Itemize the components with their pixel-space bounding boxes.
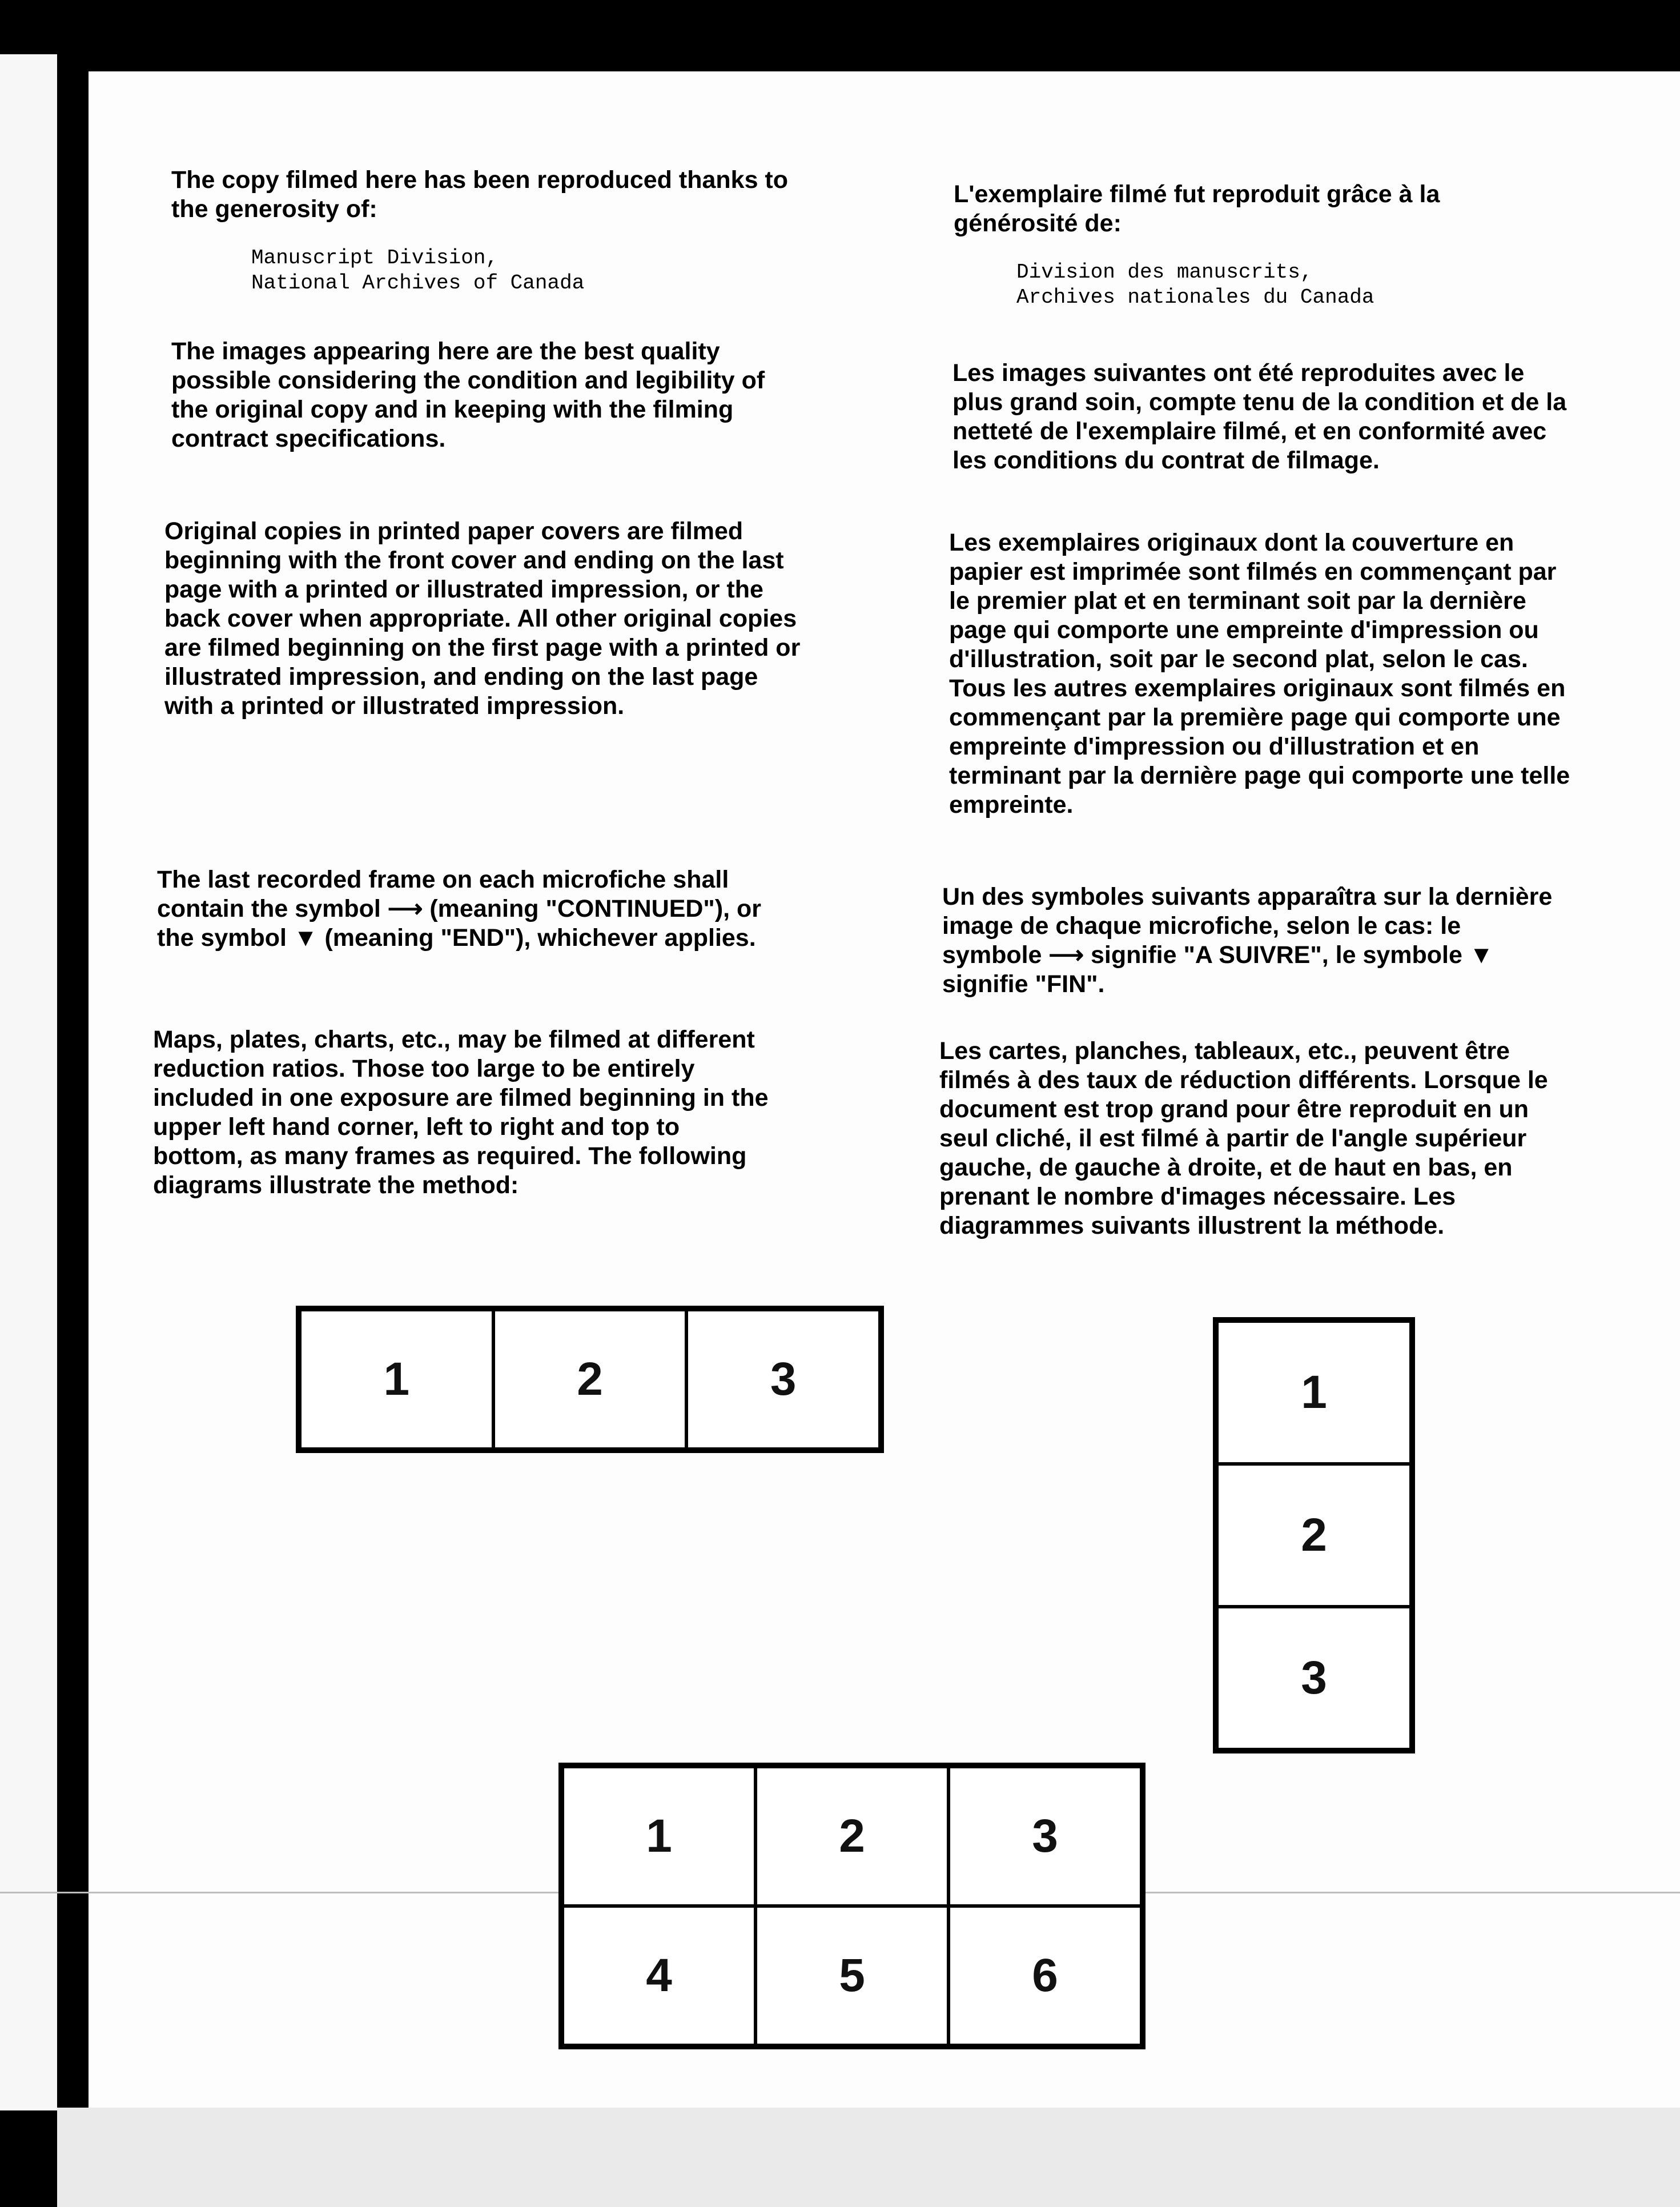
french-covers: Les exemplaires originaux dont la couverture en papier est imprimée sont filmés en commençant par le premier plat et en terminant soit par la dernière page qui comporte une empreinte d'impression ou d'illustration, soit par le second plat, selon le cas. Tous les autres exemplaires originaux sont filmés en commençant par la première page qui comporte une empreinte d'impression ou d'illustration et en terminant par la dernière page qui comporte une telle empreinte.: [949, 529, 1570, 818]
frame-cell: 1: [300, 1310, 493, 1449]
frame-cell: 2: [755, 1767, 948, 1906]
french-institution: [1016, 260, 1473, 310]
diagram-horizontal: [296, 1306, 884, 1453]
english-symbols: The last recorded frame on each microfiche shall contain the symbol ⟶ (meaning "CONTINUED"), or the symbol ▼ (meaning "END"), whichever applies.: [157, 866, 762, 952]
english-quality: The images appearing here are the best quality possible considering the condition and legibility of the original copy and in keeping with the filming contract specifications.: [171, 338, 765, 452]
frame-cell: 6: [948, 1906, 1142, 2045]
scan-left-margin: [0, 54, 57, 2110]
frame-cell: 2: [1217, 1464, 1411, 1607]
french-symbols: Un des symboles suivants apparaîtra sur la dernière image de chaque microfiche, selon le cas: le symbole ⟶ signifie "A SUIVRE", le symbole ▼ signifie "FIN".: [942, 883, 1553, 998]
frame-cell: 2: [493, 1310, 687, 1449]
english-institution-line1: Manuscript Division,: [251, 246, 499, 270]
frame-cell: 3: [1217, 1607, 1411, 1749]
frame-cell: 3: [686, 1310, 880, 1449]
english-institution: [251, 246, 708, 296]
frame-cell: 3: [948, 1767, 1142, 1906]
frame-cell: 1: [1217, 1321, 1411, 1464]
french-thanks: L'exemplaire filmé fut reproduit grâce à la générosité de:: [954, 180, 1440, 237]
frame-cell: 5: [755, 1906, 948, 2045]
french-institution-line1: Division des manuscrits,: [1016, 260, 1313, 284]
french-quality: Les images suivantes ont été reproduites avec le plus grand soin, compte tenu de la condition et de la netteté de l'exemplaire filmé, et en conformité avec les conditions du contrat de filmage.: [952, 359, 1567, 474]
french-maps: Les cartes, planches, tableaux, etc., peuvent être filmés à des taux de réduction différents. Lorsque le document est trop grand pour être reproduit en un seul cliché, il est filmé à partir de l'angle supérieur gauche, de gauche à droite, et de haut en bas, en prenant le nombre d'images nécessaire. Les diagrammes suivants illustrent la méthode.: [939, 1037, 1548, 1239]
scan-bottom-margin: [57, 2108, 1680, 2207]
diagram-vertical: [1213, 1317, 1415, 1753]
english-institution-line2: National Archives of Canada: [251, 271, 585, 295]
frame-cell: 1: [562, 1767, 755, 1906]
diagram-grid: [558, 1763, 1146, 2049]
english-thanks: The copy filmed here has been reproduced thanks to the generosity of:: [171, 166, 789, 223]
french-institution-line2: Archives nationales du Canada: [1016, 286, 1374, 309]
english-maps: Maps, plates, charts, etc., may be filmed at different reduction ratios. Those too large to be entirely included in one exposure are filmed beginning in the upper left hand corner, left to right and top to bottom, as many frames as required. The following diagrams illustrate the method:: [153, 1026, 769, 1199]
frame-cell: 4: [562, 1906, 755, 2045]
english-covers: Original copies in printed paper covers are filmed beginning with the front cover and ending on the last page with a printed or illustrated impression, or the back cover when appropriate. All other original copies are filmed beginning on the first page with a printed or illustrated impression, and ending on the last page with a printed or illustrated impression.: [164, 517, 801, 720]
